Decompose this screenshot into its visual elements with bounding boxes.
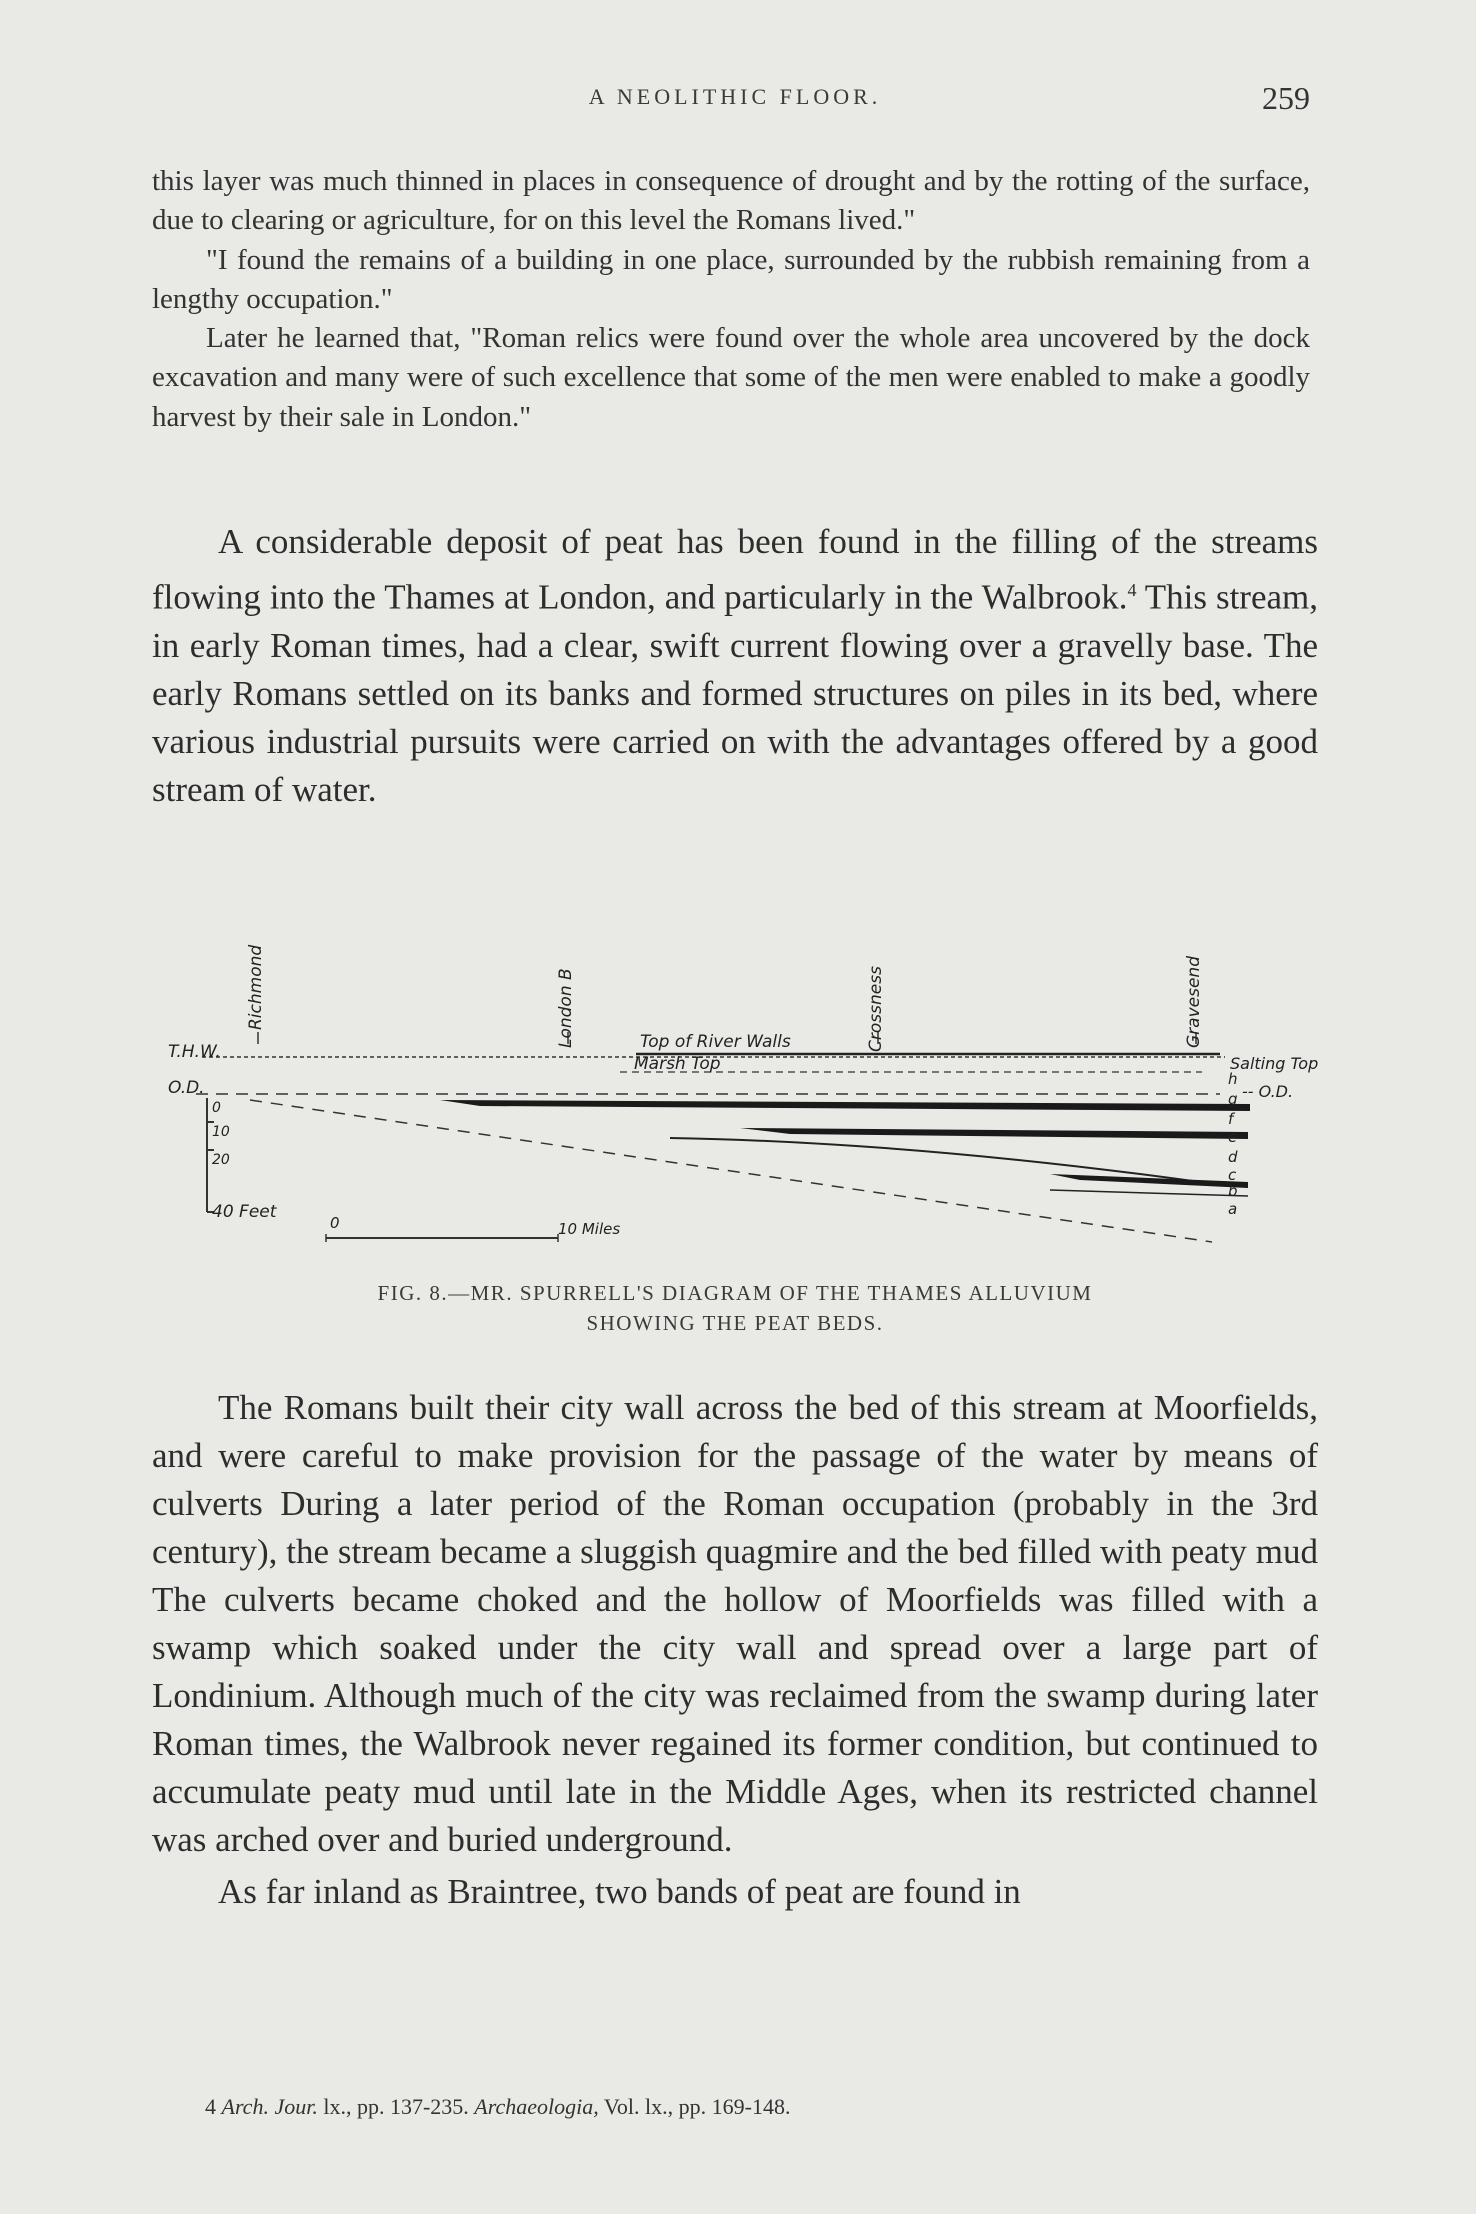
page-number: 259 <box>1262 80 1310 116</box>
place-label-gravesend: Gravesend <box>1184 956 1204 1048</box>
paragraph-walbrook <box>152 518 1318 814</box>
paragraph: "I found the remains of a building in one place, surrounded by the rubbish remaining from a lengthy occupation." <box>152 243 1310 315</box>
footnote-title: Archaeologia, <box>474 2094 599 2119</box>
footnote-title: Arch. Jour. <box>221 2094 318 2119</box>
place-label-crossness: Crossness <box>866 966 886 1052</box>
top-river-walls-label: Top of River Walls <box>640 1032 791 1052</box>
bed-letter: d <box>1228 1148 1238 1166</box>
depth-label: 10 <box>212 1124 230 1140</box>
thw-label: T.H.W. <box>168 1042 221 1062</box>
caption-line: SHOWING THE PEAT BEDS. <box>586 1311 884 1335</box>
od-label-right: -- O.D. <box>1242 1082 1294 1101</box>
footnote-marker: 4 <box>1127 580 1137 600</box>
quoted-passage <box>152 162 1310 437</box>
page-header <box>150 80 1320 120</box>
salting-top-label: Salting Top <box>1230 1054 1319 1073</box>
middle-peat-bed <box>740 1128 1248 1139</box>
paragraph: The Romans built their city wall across the bed of this stream at Moorfields, and were careful to make provision for the passage of the water by means of culverts During a later period of the Roman occupation (probably in the 3rd century), the stream became a sluggish quagmire and the bed filled with peaty mud The culverts became choked and the hollow of Moorfields was filled with a swamp which soaked under the city wall and spread over a large part of Londinium. Although much of the city was reclaimed from the swamp during later Roman times, the Walbrook never regained its former condition, but continued to accumulate peaty mud until late in the Middle Ages, when its restricted channel was arched over and buried underground. <box>152 1388 1318 1859</box>
marsh-top-label: Marsh Top <box>634 1054 721 1074</box>
paragraph-text: This stream, in early Roman times, had a clear, swift current flowing over a gravelly base. The early Romans settled on its banks and formed structures on piles in its bed, where various industrial pursuits were carried on with the advantages offered by a good stream of water. <box>152 577 1318 809</box>
gravel-base-line <box>250 1100 1212 1242</box>
depth-label: 20 <box>212 1152 230 1168</box>
depth-label: 40 Feet <box>212 1202 277 1222</box>
bed-letter: f <box>1228 1110 1234 1128</box>
paragraph-text: A considerable deposit of peat has been found in the filling of the streams flowing into the Thames at London, and particularly in the Walbrook. <box>152 522 1318 617</box>
lower-peat-layer <box>670 1138 1200 1182</box>
footnote-text: Vol. lx., pp. 169-148. <box>603 2094 791 2119</box>
thames-alluvium-diagram <box>150 920 1350 1250</box>
bed-boundary <box>1050 1190 1248 1196</box>
distance-label: 10 Miles <box>558 1220 621 1238</box>
main-text <box>152 1384 1318 1916</box>
diagram-drawing <box>150 920 1350 1250</box>
place-label-richmond: Richmond <box>246 944 266 1030</box>
bed-letter: b <box>1228 1182 1238 1200</box>
od-label-left: O.D. <box>168 1078 205 1098</box>
bed-letter: c <box>1228 1166 1237 1184</box>
caption-line: FIG. 8.—MR. SPURRELL'S DIAGRAM OF THE THAMES ALLUVIUM <box>377 1281 1093 1305</box>
upper-peat-bed <box>440 1100 1250 1111</box>
distance-label: 0 <box>330 1214 340 1232</box>
footnote <box>205 2094 1305 2120</box>
footnote-text: lx., pp. 137-235. <box>323 2094 469 2119</box>
figure-caption <box>150 1278 1320 1338</box>
bed-letter: g <box>1228 1090 1238 1108</box>
paragraph: Later he learned that, "Roman relics were found over the whole area uncovered by the dock excavation and many were of such excellence that some of the men were enabled to make a goodly harvest by their sale in London." <box>152 322 1310 433</box>
bed-letter: h <box>1228 1070 1238 1088</box>
running-head: A NEOLITHIC FLOOR. <box>588 84 882 109</box>
bed-letter: e <box>1228 1128 1238 1146</box>
depth-label: 0 <box>212 1100 221 1116</box>
bed-letter: a <box>1228 1200 1238 1218</box>
footnote-number: 4 <box>205 2094 216 2119</box>
place-label-london: London B <box>556 968 576 1048</box>
paragraph: this layer was much thinned in places in consequence of drought and by the rotting of the surface, due to clearing or agriculture, for on this level the Romans lived." <box>152 165 1310 237</box>
paragraph: As far inland as Braintree, two bands of peat are found in <box>218 1872 1021 1911</box>
